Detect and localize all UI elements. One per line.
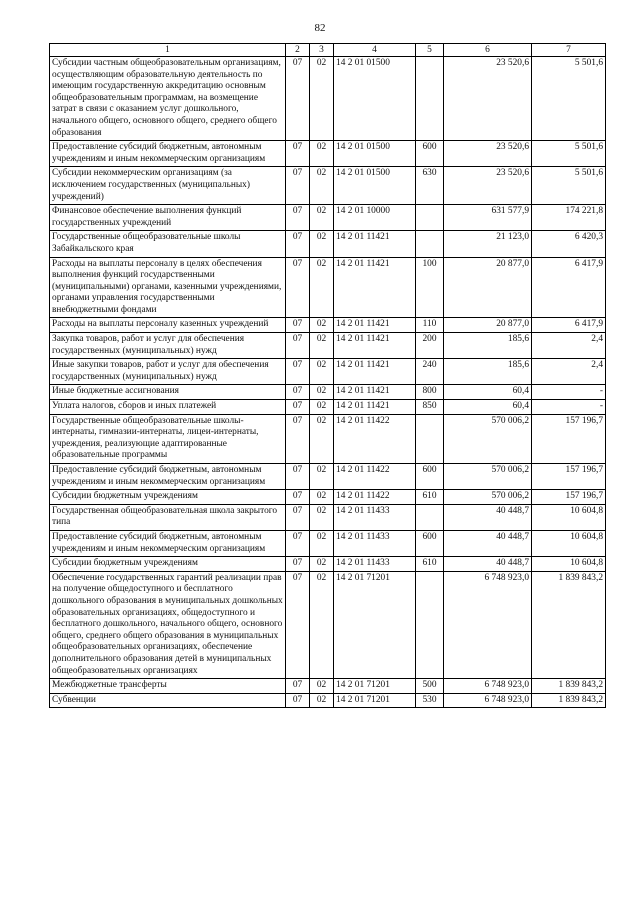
target-item-code: 14 2 01 11422 xyxy=(334,414,416,463)
expense-type-code: 530 xyxy=(416,693,444,708)
amount-col7: 6 420,3 xyxy=(532,231,606,257)
section-code: 07 xyxy=(286,167,310,205)
subsection-code: 02 xyxy=(310,571,334,678)
table-row xyxy=(50,464,606,490)
row-name: Расходы на выплаты персоналу казенных учреждений xyxy=(50,318,286,333)
amount-col7: 6 417,9 xyxy=(532,318,606,333)
table-row xyxy=(50,141,606,167)
subsection-code: 02 xyxy=(310,167,334,205)
subsection-code: 02 xyxy=(310,679,334,694)
amount-col6: 23 520,6 xyxy=(444,167,532,205)
table-row xyxy=(50,557,606,572)
target-item-code: 14 2 01 71201 xyxy=(334,693,416,708)
table-row xyxy=(50,530,606,556)
table-row xyxy=(50,414,606,463)
target-item-code: 14 2 01 71201 xyxy=(334,679,416,694)
subsection-code: 02 xyxy=(310,693,334,708)
subsection-code: 02 xyxy=(310,141,334,167)
section-code: 07 xyxy=(286,141,310,167)
budget-table xyxy=(49,43,606,708)
amount-col6: 20 877,0 xyxy=(444,257,532,318)
table-row xyxy=(50,490,606,505)
table-row xyxy=(50,359,606,385)
section-code: 07 xyxy=(286,318,310,333)
target-item-code: 14 2 01 71201 xyxy=(334,571,416,678)
subsection-code: 02 xyxy=(310,464,334,490)
amount-col7: 5 501,6 xyxy=(532,57,606,141)
target-item-code: 14 2 01 11422 xyxy=(334,464,416,490)
header-cell: 5 xyxy=(416,44,444,57)
table-row xyxy=(50,167,606,205)
amount-col7: 6 417,9 xyxy=(532,257,606,318)
target-item-code: 14 2 01 11421 xyxy=(334,385,416,400)
section-code: 07 xyxy=(286,530,310,556)
amount-col7: 157 196,7 xyxy=(532,414,606,463)
expense-type-code: 110 xyxy=(416,318,444,333)
section-code: 07 xyxy=(286,57,310,141)
target-item-code: 14 2 01 11421 xyxy=(334,231,416,257)
target-item-code: 14 2 01 11421 xyxy=(334,359,416,385)
section-code: 07 xyxy=(286,359,310,385)
subsection-code: 02 xyxy=(310,530,334,556)
expense-type-code: 100 xyxy=(416,257,444,318)
amount-col6: 23 520,6 xyxy=(444,141,532,167)
expense-type-code: 240 xyxy=(416,359,444,385)
row-name: Субсидии некоммерческим организациям (за исключением государственных (муниципальных) учреждений) xyxy=(50,167,286,205)
section-code: 07 xyxy=(286,504,310,530)
row-name: Субсидии частным общеобразовательным организациям, осуществляющим образовательную деятельность по имеющим государственную аккредитацию основным общеобразовательным программам, на возмещение затрат в связи с оказанием услуг дошкольного, начального общего, основного общего, среднего общего образования xyxy=(50,57,286,141)
subsection-code: 02 xyxy=(310,231,334,257)
expense-type-code xyxy=(416,414,444,463)
expense-type-code xyxy=(416,504,444,530)
amount-col6: 23 520,6 xyxy=(444,57,532,141)
amount-col6: 185,6 xyxy=(444,333,532,359)
section-code: 07 xyxy=(286,257,310,318)
amount-col6: 20 877,0 xyxy=(444,318,532,333)
subsection-code: 02 xyxy=(310,557,334,572)
target-item-code: 14 2 01 11421 xyxy=(334,333,416,359)
subsection-code: 02 xyxy=(310,205,334,231)
expense-type-code xyxy=(416,205,444,231)
amount-col6: 6 748 923,0 xyxy=(444,679,532,694)
section-code: 07 xyxy=(286,490,310,505)
amount-col6: 60,4 xyxy=(444,385,532,400)
subsection-code: 02 xyxy=(310,333,334,359)
row-name: Государственная общеобразовательная школа закрытого типа xyxy=(50,504,286,530)
amount-col7: 5 501,6 xyxy=(532,167,606,205)
row-name: Предоставление субсидий бюджетным, автономным учреждениям и иным некоммерческим организациям xyxy=(50,464,286,490)
target-item-code: 14 2 01 01500 xyxy=(334,167,416,205)
amount-col6: 570 006,2 xyxy=(444,464,532,490)
section-code: 07 xyxy=(286,464,310,490)
amount-col7: 157 196,7 xyxy=(532,490,606,505)
subsection-code: 02 xyxy=(310,359,334,385)
target-item-code: 14 2 01 01500 xyxy=(334,141,416,167)
expense-type-code: 600 xyxy=(416,141,444,167)
header-cell: 3 xyxy=(310,44,334,57)
row-name: Закупка товаров, работ и услуг для обеспечения государственных (муниципальных) нужд xyxy=(50,333,286,359)
amount-col6: 21 123,0 xyxy=(444,231,532,257)
subsection-code: 02 xyxy=(310,257,334,318)
amount-col7: 10 604,8 xyxy=(532,557,606,572)
subsection-code: 02 xyxy=(310,414,334,463)
amount-col7: 1 839 843,2 xyxy=(532,693,606,708)
row-name: Субсидии бюджетным учреждениям xyxy=(50,490,286,505)
header-cell: 1 xyxy=(50,44,286,57)
table-row xyxy=(50,400,606,415)
row-name: Финансовое обеспечение выполнения функций государственных учреждений xyxy=(50,205,286,231)
table-row xyxy=(50,231,606,257)
table-header-row xyxy=(50,44,606,57)
expense-type-code xyxy=(416,571,444,678)
section-code: 07 xyxy=(286,333,310,359)
amount-col7: 2,4 xyxy=(532,333,606,359)
row-name: Государственные общеобразовательные школы Забайкальского края xyxy=(50,231,286,257)
amount-col7: - xyxy=(532,400,606,415)
section-code: 07 xyxy=(286,679,310,694)
section-code: 07 xyxy=(286,231,310,257)
target-item-code: 14 2 01 01500 xyxy=(334,57,416,141)
subsection-code: 02 xyxy=(310,400,334,415)
table-row xyxy=(50,679,606,694)
amount-col6: 185,6 xyxy=(444,359,532,385)
target-item-code: 14 2 01 11433 xyxy=(334,504,416,530)
amount-col7: 1 839 843,2 xyxy=(532,679,606,694)
expense-type-code xyxy=(416,57,444,141)
row-name: Уплата налогов, сборов и иных платежей xyxy=(50,400,286,415)
row-name: Иные закупки товаров, работ и услуг для обеспечения государственных (муниципальных) нужд xyxy=(50,359,286,385)
target-item-code: 14 2 01 11433 xyxy=(334,557,416,572)
row-name: Обеспечение государственных гарантий реализации прав на получение общедоступного и бесплатного дошкольного образования в муниципальных дошкольных образовательных организациях, общедоступного и бесплатного дошкольного, начального общего, основного общего, среднего общего образования в муниципальных общеобразовательных организациях, обеспечение дополнительного образования детей в муниципальных общеобразовательных организациях xyxy=(50,571,286,678)
expense-type-code xyxy=(416,231,444,257)
section-code: 07 xyxy=(286,414,310,463)
table-row xyxy=(50,318,606,333)
table-row xyxy=(50,205,606,231)
target-item-code: 14 2 01 11421 xyxy=(334,257,416,318)
row-name: Предоставление субсидий бюджетным, автономным учреждениям и иным некоммерческим организациям xyxy=(50,530,286,556)
table-row xyxy=(50,504,606,530)
amount-col7: 10 604,8 xyxy=(532,504,606,530)
amount-col7: 157 196,7 xyxy=(532,464,606,490)
amount-col6: 570 006,2 xyxy=(444,490,532,505)
expense-type-code: 610 xyxy=(416,557,444,572)
subsection-code: 02 xyxy=(310,57,334,141)
header-cell: 7 xyxy=(532,44,606,57)
section-code: 07 xyxy=(286,693,310,708)
subsection-code: 02 xyxy=(310,490,334,505)
amount-col7: - xyxy=(532,385,606,400)
expense-type-code: 600 xyxy=(416,530,444,556)
expense-type-code: 850 xyxy=(416,400,444,415)
row-name: Предоставление субсидий бюджетным, автономным учреждениям и иным некоммерческим организациям xyxy=(50,141,286,167)
target-item-code: 14 2 01 11421 xyxy=(334,318,416,333)
row-name: Субсидии бюджетным учреждениям xyxy=(50,557,286,572)
header-cell: 6 xyxy=(444,44,532,57)
section-code: 07 xyxy=(286,205,310,231)
target-item-code: 14 2 01 11421 xyxy=(334,400,416,415)
amount-col7: 5 501,6 xyxy=(532,141,606,167)
target-item-code: 14 2 01 10000 xyxy=(334,205,416,231)
table-row xyxy=(50,333,606,359)
amount-col6: 40 448,7 xyxy=(444,530,532,556)
table-row xyxy=(50,257,606,318)
expense-type-code: 500 xyxy=(416,679,444,694)
row-name: Иные бюджетные ассигнования xyxy=(50,385,286,400)
page-number: 82 xyxy=(314,22,326,34)
amount-col7: 2,4 xyxy=(532,359,606,385)
row-name: Межбюджетные трансферты xyxy=(50,679,286,694)
header-cell: 4 xyxy=(334,44,416,57)
target-item-code: 14 2 01 11433 xyxy=(334,530,416,556)
amount-col6: 40 448,7 xyxy=(444,557,532,572)
row-name: Государственные общеобразовательные школы-интернаты, гимназии-интернаты, лицеи-интернаты, учреждения, реализующие адаптированные образовательные программы xyxy=(50,414,286,463)
amount-col7: 10 604,8 xyxy=(532,530,606,556)
row-name: Расходы на выплаты персоналу в целях обеспечения выполнения функций государственными (муниципальными) органами, казенными учреждениями, органами управления государственными внебюджетными фондами xyxy=(50,257,286,318)
amount-col6: 40 448,7 xyxy=(444,504,532,530)
expense-type-code: 610 xyxy=(416,490,444,505)
amount-col7: 1 839 843,2 xyxy=(532,571,606,678)
row-name: Субвенции xyxy=(50,693,286,708)
amount-col6: 60,4 xyxy=(444,400,532,415)
amount-col6: 631 577,9 xyxy=(444,205,532,231)
section-code: 07 xyxy=(286,571,310,678)
subsection-code: 02 xyxy=(310,385,334,400)
table-row xyxy=(50,385,606,400)
table-row xyxy=(50,571,606,678)
section-code: 07 xyxy=(286,385,310,400)
expense-type-code: 800 xyxy=(416,385,444,400)
expense-type-code: 630 xyxy=(416,167,444,205)
section-code: 07 xyxy=(286,557,310,572)
table-row xyxy=(50,57,606,141)
header-cell: 2 xyxy=(286,44,310,57)
target-item-code: 14 2 01 11422 xyxy=(334,490,416,505)
subsection-code: 02 xyxy=(310,318,334,333)
expense-type-code: 200 xyxy=(416,333,444,359)
amount-col6: 570 006,2 xyxy=(444,414,532,463)
amount-col6: 6 748 923,0 xyxy=(444,571,532,678)
subsection-code: 02 xyxy=(310,504,334,530)
amount-col7: 174 221,8 xyxy=(532,205,606,231)
amount-col6: 6 748 923,0 xyxy=(444,693,532,708)
expense-type-code: 600 xyxy=(416,464,444,490)
section-code: 07 xyxy=(286,400,310,415)
table-row xyxy=(50,693,606,708)
